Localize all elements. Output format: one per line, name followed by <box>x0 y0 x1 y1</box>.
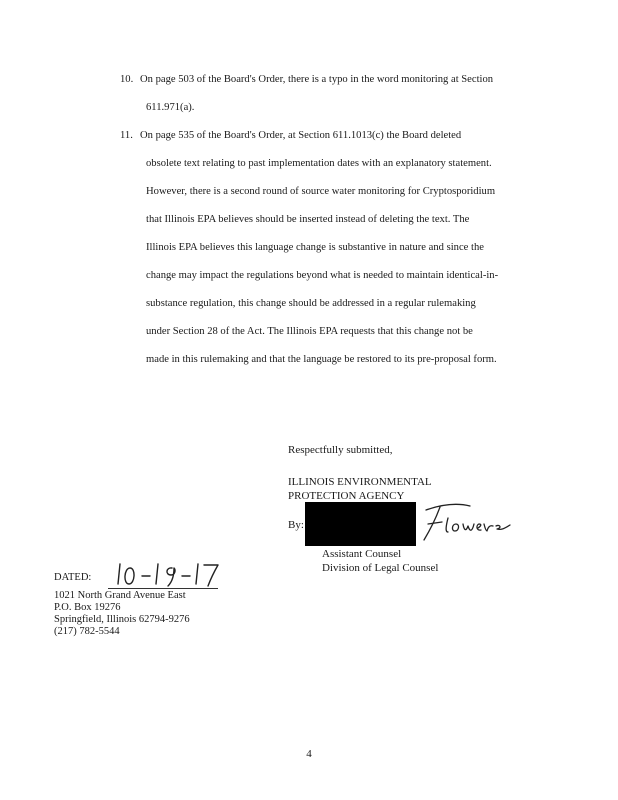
item-text-line: change may impact the regulations beyond what is needed to maintain identical-in- <box>146 270 499 281</box>
item-text-line: Illinois EPA believes this language change is substantive in nature and since the <box>146 242 484 253</box>
redaction-box <box>305 502 416 546</box>
item-text-line: made in this rulemaking and that the language be restored to its pre-proposal form. <box>146 354 497 365</box>
address-line: P.O. Box 19276 <box>54 602 121 613</box>
dated-label: DATED: <box>54 572 92 583</box>
closing-text: Respectfully submitted, <box>288 444 393 456</box>
list-item-11 <box>120 122 560 382</box>
signer-title: Assistant Counsel <box>322 548 402 560</box>
by-label: By: <box>288 519 304 531</box>
item-text-line: 611.971(a). <box>146 102 195 113</box>
org-name-line2: PROTECTION AGENCY <box>288 490 405 502</box>
item-text-line: On page 535 of the Board's Order, at Section 611.1013(c) the Board deleted <box>140 130 462 141</box>
handwritten-date <box>112 558 222 590</box>
org-name-line1: ILLINOIS ENVIRONMENTAL <box>288 476 432 488</box>
handwritten-signature <box>418 498 518 544</box>
address-block <box>54 590 190 638</box>
signer-division: Division of Legal Counsel <box>322 562 439 574</box>
item-text-line: substance regulation, this change should be addressed in a regular rulemaking <box>146 298 476 309</box>
item-text-line: that Illinois EPA believes should be inserted instead of deleting the text. The <box>146 214 470 225</box>
item-text-line: However, there is a second round of source water monitoring for Cryptosporidium <box>146 186 496 197</box>
item-text-line: under Section 28 of the Act. The Illinois EPA requests that this change not be <box>146 326 473 337</box>
address-line: Springfield, Illinois 62794-9276 <box>54 614 190 625</box>
address-line: 1021 North Grand Avenue East <box>54 590 186 601</box>
item-text-line: On page 503 of the Board's Order, there is a typo in the word monitoring at Section <box>140 74 494 85</box>
dated-rule <box>108 588 218 589</box>
item-number: 10. <box>120 74 134 85</box>
address-line: (217) 782-5544 <box>54 626 120 637</box>
item-number: 11. <box>120 130 133 141</box>
list-item-10 <box>120 66 560 126</box>
item-text-line: obsolete text relating to past implementation dates with an explanatory statement. <box>146 158 492 169</box>
page-number: 4 <box>306 748 312 760</box>
